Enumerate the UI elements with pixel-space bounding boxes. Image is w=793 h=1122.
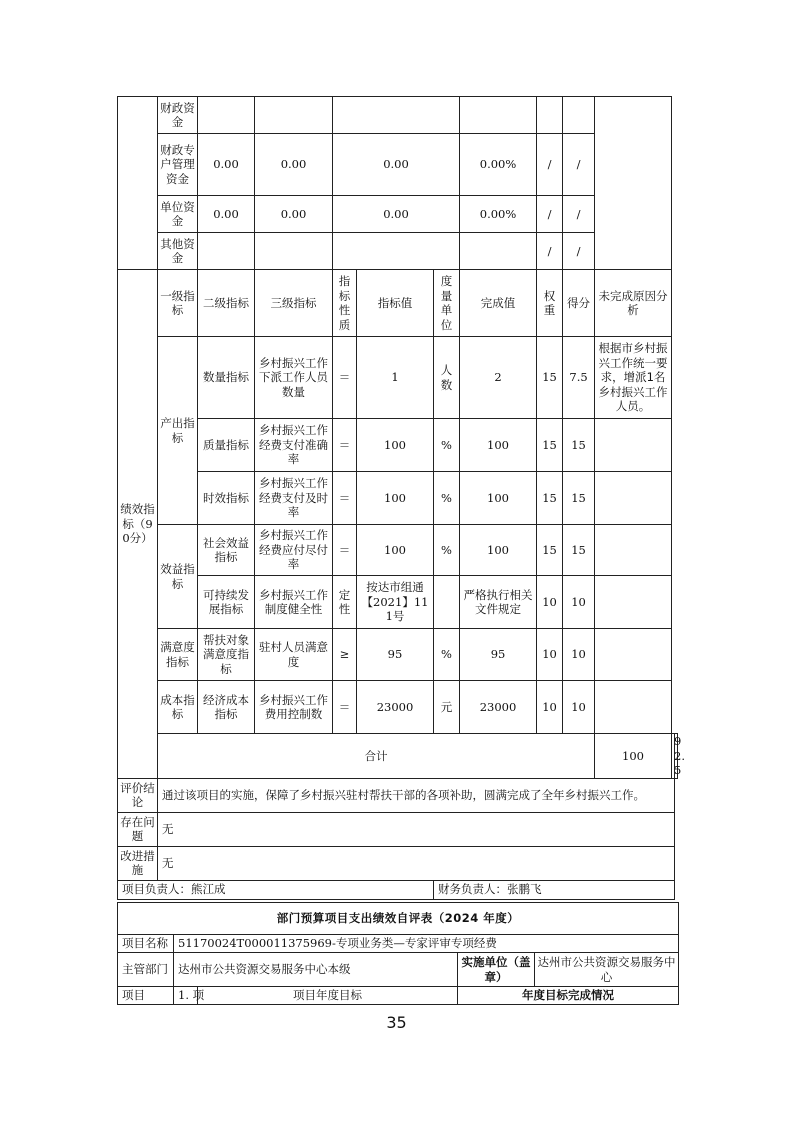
row-l3: 乡村振兴工作经费应付尽付率 (255, 525, 333, 576)
header-level3: 三级指标 (255, 270, 333, 337)
dept-value: 达州市公共资源交易服务中心本级 (174, 953, 458, 987)
funding-value: / (537, 233, 563, 270)
row-done: 2 (460, 337, 537, 419)
complete-label: 年度目标完成情况 (458, 987, 679, 1005)
funding-value: / (537, 196, 563, 233)
row-value: 100 (357, 525, 434, 576)
row-nature: 定性 (333, 576, 357, 629)
row-score: 15 (563, 525, 595, 576)
funding-value (563, 97, 595, 134)
row-nature: ＝ (333, 681, 357, 734)
funding-value (255, 97, 333, 134)
row-done: 100 (460, 472, 537, 525)
row-reason: 根据市乡村振兴工作统一要求，增派1名乡村振兴工作人员。 (595, 337, 672, 419)
row-nature: ≥ (333, 629, 357, 681)
total-label: 合计 (158, 734, 595, 779)
row-unit: % (434, 525, 460, 576)
funding-value (460, 97, 537, 134)
funding-value: / (563, 233, 595, 270)
funding-value: 0.00% (460, 134, 537, 196)
funding-value: 0.00 (255, 134, 333, 196)
row-done: 严格执行相关文件规定 (460, 576, 537, 629)
total-score: 92.5 (672, 734, 675, 779)
row-l3: 乡村振兴工作制度健全性 (255, 576, 333, 629)
row-weight: 15 (537, 525, 563, 576)
header-weight: 权重 (537, 270, 563, 337)
row-done: 23000 (460, 681, 537, 734)
row-weight: 10 (537, 576, 563, 629)
row-weight: 15 (537, 472, 563, 525)
row-done: 100 (460, 525, 537, 576)
row-l2: 质量指标 (198, 419, 255, 472)
header-level1: 一级指标 (158, 270, 198, 337)
row-label: 项目 (118, 987, 174, 1005)
funding-value (198, 233, 255, 270)
row-reason (595, 629, 672, 681)
impl-label: 实施单位（盖章） (458, 953, 535, 987)
measures-text: 无 (158, 846, 675, 880)
row-unit: % (434, 472, 460, 525)
measures-label: 改进措施 (118, 846, 158, 880)
funding-value: / (563, 134, 595, 196)
row-l3: 乡村振兴工作经费支付准确率 (255, 419, 333, 472)
header-level2: 二级指标 (198, 270, 255, 337)
problems-label: 存在问题 (118, 812, 158, 846)
row-l2: 社会效益指标 (198, 525, 255, 576)
table2-title: 部门预算项目支出绩效自评表（2024 年度） (118, 903, 679, 935)
header-reason: 未完成原因分析 (595, 270, 672, 337)
row-weight: 15 (537, 337, 563, 419)
funding-value: 0.00 (255, 196, 333, 233)
row-weight: 15 (537, 419, 563, 472)
header-value: 指标值 (357, 270, 434, 337)
funding-value (333, 97, 460, 134)
header-unit: 度量单位 (434, 270, 460, 337)
row-l2: 时效指标 (198, 472, 255, 525)
row-done: 100 (460, 419, 537, 472)
row-nature: ＝ (333, 419, 357, 472)
second-table (117, 902, 679, 1005)
row-done: 95 (460, 629, 537, 681)
funding-label: 单位资金 (158, 196, 198, 233)
row-reason (595, 525, 672, 576)
funding-value (537, 97, 563, 134)
target-label: 项目年度目标 (198, 987, 458, 1005)
funding-value: 0.00 (198, 196, 255, 233)
row-l3: 乡村振兴工作经费支付及时率 (255, 472, 333, 525)
row-weight: 10 (537, 629, 563, 681)
row-weight: 10 (537, 681, 563, 734)
problems-text: 无 (158, 812, 675, 846)
group-output: 产出指标 (158, 337, 198, 525)
performance-table (117, 96, 686, 900)
row-value: 100 (357, 472, 434, 525)
row-unit: % (434, 629, 460, 681)
row-l3: 驻村人员满意度 (255, 629, 333, 681)
row-reason (595, 419, 672, 472)
evaluation-label: 评价结论 (118, 778, 158, 812)
dept-label: 主管部门 (118, 953, 174, 987)
evaluation-text: 通过该项目的实施，保障了乡村振兴驻村帮扶干部的各项补助，圆满完成了全年乡村振兴工作。 (158, 778, 675, 812)
row-score: 7.5 (563, 337, 595, 419)
funding-value: 0.00% (460, 196, 537, 233)
funding-label: 财政资金 (158, 97, 198, 134)
funding-value (255, 233, 333, 270)
row-score: 10 (563, 629, 595, 681)
group-satisfaction: 满意度指标 (158, 629, 198, 681)
row-score: 10 (563, 681, 595, 734)
row-l2: 经济成本指标 (198, 681, 255, 734)
page-number: 35 (386, 1013, 407, 1032)
group-cost: 成本指标 (158, 681, 198, 734)
row-score: 10 (563, 576, 595, 629)
row-nature: ＝ (333, 337, 357, 419)
row-l2: 数量指标 (198, 337, 255, 419)
row-value: 95 (357, 629, 434, 681)
funding-value: 0.00 (333, 196, 460, 233)
finance-leader: 财务负责人：张鹏飞 (434, 880, 675, 899)
row-l3: 乡村振兴工作下派工作人员数量 (255, 337, 333, 419)
funding-value: 0.00 (333, 134, 460, 196)
perf-label: 绩效指标（90分） (118, 270, 158, 779)
row-reason (595, 576, 672, 629)
group-effect: 效益指标 (158, 525, 198, 629)
row-unit: 人数 (434, 337, 460, 419)
funding-label: 其他资金 (158, 233, 198, 270)
header-score: 得分 (563, 270, 595, 337)
funding-blank-cell (595, 97, 672, 270)
row-value: 1 (357, 337, 434, 419)
funding-value (460, 233, 537, 270)
row-unit: 元 (434, 681, 460, 734)
funding-value (198, 97, 255, 134)
impl-value: 达州市公共资源交易服务中心 (535, 953, 679, 987)
row-unit: % (434, 419, 460, 472)
row-num: 1. 项 (174, 987, 198, 1005)
project-name-label: 项目名称 (118, 935, 174, 953)
row-score: 15 (563, 472, 595, 525)
row-l2: 帮扶对象满意度指标 (198, 629, 255, 681)
funding-group-cell (118, 97, 158, 270)
header-done: 完成值 (460, 270, 537, 337)
header-nature: 指标性质 (333, 270, 357, 337)
row-value: 按达市组通【2021】111号 (357, 576, 434, 629)
total-weight: 100 (595, 734, 672, 779)
row-l3: 乡村振兴工作费用控制数 (255, 681, 333, 734)
row-value: 100 (357, 419, 434, 472)
project-leader: 项目负责人：熊江成 (118, 880, 434, 899)
row-score: 15 (563, 419, 595, 472)
row-value: 23000 (357, 681, 434, 734)
funding-value: / (537, 134, 563, 196)
row-unit (434, 576, 460, 629)
row-reason (595, 472, 672, 525)
row-reason (595, 681, 672, 734)
funding-value: 0.00 (198, 134, 255, 196)
funding-value (333, 233, 460, 270)
row-l2: 可持续发展指标 (198, 576, 255, 629)
funding-value: / (563, 196, 595, 233)
row-nature: ＝ (333, 472, 357, 525)
funding-label: 财政专户管理资金 (158, 134, 198, 196)
row-nature: ＝ (333, 525, 357, 576)
project-name-value: 51170024T000011375969-专项业务类—专家评审专项经费 (174, 935, 679, 953)
